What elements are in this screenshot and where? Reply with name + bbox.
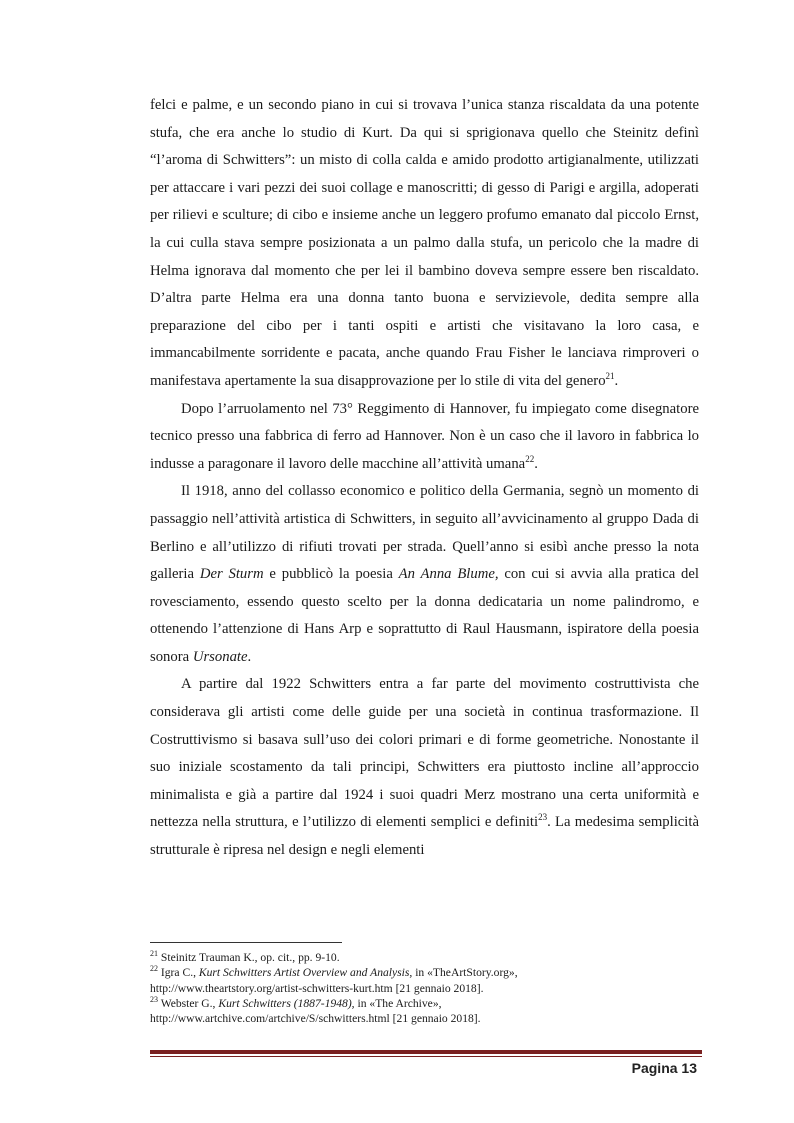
footnote-23: $^{23}$ Webster G., Kurt Schwitters (1887-1948), in «The Archive», [150, 995, 442, 1010]
footnotes [150, 950, 710, 1026]
page-number: Pagina 13 [631, 1060, 697, 1076]
footnote-ref-23[interactable]: 23 [538, 812, 548, 823]
footnote-ref-21[interactable]: 21 [605, 371, 615, 382]
title-der-sturm: Der Sturm [199, 566, 264, 583]
paragraph-4: A partire dal 1922 Schwitters entra a far parte del movimento costruttivista che considerava gli artisti come delle guide per una società in continua trasformazione. Il Costruttivismo si basava sull’uso dei colori primari e di forme geometriche. Nonostante il suo iniziale scostamento da tali principi, Schwitters era piuttosto incline all’approccio minimalista e già a partire dal 1924 i suoi quadri Merz mostrano una certa uniformità e nettezza nella struttura, e l’utilizzo di elementi semplici e definiti$^{23}$. La medesima semplicità strutturale è ripresa nel design e negli elementi [150, 676, 699, 859]
footnote-23-url[interactable]: http://www.artchive.com/artchive/S/schwitters.html [21 gennaio 2018]. [150, 1012, 481, 1026]
body-text [150, 92, 699, 865]
title-an-anna-blume: An Anna Blume, [398, 566, 499, 583]
paragraph-3: Il 1918, anno del collasso economico e politico della Germania, segnò un momento di passaggio nell’attività artistica di Schwitters, in seguito all’avvicinamento al gruppo Dada di Berlino e all’utilizzo di rifiuti trovati per strada. Quell’anno si esibì anche presso la nota galleria Der Sturm e pubblicò la poesia An Anna Blume, con cui si avvia alla pratica del rovesciamento, essendo questo scelto per la donna dedicataria un nome palindromo, e ottenendo l’attenzione di Hans Arp e soprattutto di Raul Hausmann, ispiratore della poesia sonora Ursonate. [150, 483, 699, 665]
paragraph-1: felci e palme, e un secondo piano in cui si trovava l’unica stanza riscaldata da una potente stufa, che era anche lo studio di Kurt. Da qui si sprigionava quello che Steinitz definì “l’aroma di Schwitters”: un misto di colla calda e amido prodotto artigianalmente, utilizzati per attaccare i vari pezzi dei suoi collage e manoscritti; di gesso di Parigi e argilla, adoperati per rilievi e sculture; di cibo e insieme anche un leggero profumo emanato dal piccolo Ernst, la cui culla stava sempre posizionata a un palmo dalla stufa, un pericolo che la madre di Helma ignorava dal momento che per lei il bambino doveva sempre essere ben riscaldato. D’altra parte Helma era una donna tanto buona e servizievole, dedita sempre alla preparazione del cibo per i tanti ospiti e artisti che visitavano la loro casa, e immancabilmente sorridente e pacata, anche quando Frau Fisher le lanciava rimproveri o manifestava apertamente la sua disapprovazione per lo stile di vita del genero$^{21}$. [150, 97, 699, 389]
footnote-21: $^{21}$ Steinitz Trauman K., op. cit., pp. 9-10. [150, 949, 340, 964]
footer-rule-thin [150, 1056, 702, 1057]
title-ursonate: Ursonate [192, 648, 248, 665]
footnote-separator [150, 942, 342, 943]
footer-rule-thick [150, 1050, 702, 1054]
footnote-22-url[interactable]: http://www.theartstory.org/artist-schwitters-kurt.htm [21 gennaio 2018]. [150, 981, 484, 995]
footnote-ref-22[interactable]: 22 [525, 453, 535, 464]
footnote-22: $^{22}$ Igra C., Kurt Schwitters Artist Overview and Analysis, in «TheArtStory.org», [150, 964, 518, 980]
paragraph-2: Dopo l’arruolamento nel 73° Reggimento di Hannover, fu impiegato come disegnatore tecnico presso una fabbrica di ferro ad Hannover. Non è un caso che il lavoro in fabbrica lo indusse a paragonare il lavoro delle macchine all’attività umana$^{22}$. [150, 400, 699, 472]
